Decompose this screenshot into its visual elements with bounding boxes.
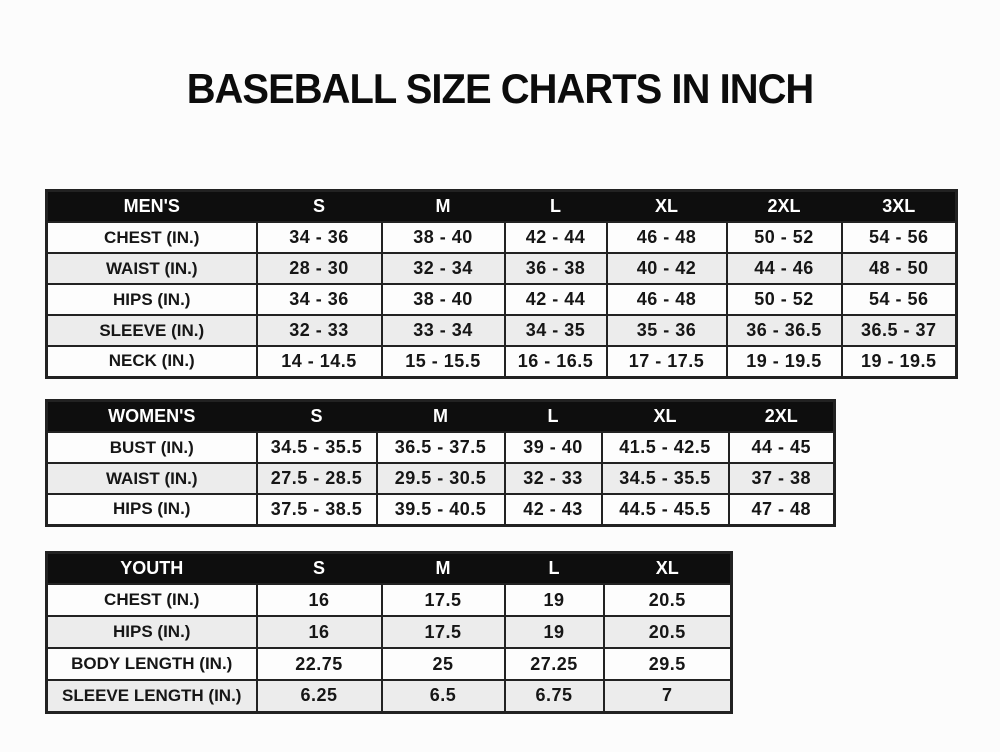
- size-value: 42 - 43: [505, 494, 602, 525]
- measurement-label: WAIST (IN.): [47, 253, 257, 284]
- measurement-label: CHEST (IN.): [47, 584, 257, 616]
- size-header-cell: L: [505, 401, 602, 433]
- measurement-label: BODY LENGTH (IN.): [47, 648, 257, 680]
- size-header-cell: 3XL: [842, 191, 957, 223]
- size-value: 36.5 - 37: [842, 315, 957, 346]
- size-value: 22.75: [257, 648, 382, 680]
- measurement-row: [47, 648, 732, 680]
- header-row: [47, 553, 732, 585]
- table-title-cell: MEN'S: [47, 191, 257, 223]
- size-value: 36.5 - 37.5: [377, 432, 505, 463]
- measurement-label: BUST (IN.): [47, 432, 257, 463]
- size-value: 19: [505, 616, 604, 648]
- size-value: 48 - 50: [842, 253, 957, 284]
- measurement-label: WAIST (IN.): [47, 463, 257, 494]
- size-value: 27.25: [505, 648, 604, 680]
- size-value: 20.5: [604, 616, 732, 648]
- measurement-row: [47, 284, 957, 315]
- measurement-row: [47, 253, 957, 284]
- size-value: 34 - 36: [257, 222, 382, 253]
- size-header-cell: M: [377, 401, 505, 433]
- measurement-label: CHEST (IN.): [47, 222, 257, 253]
- measurement-label: NECK (IN.): [47, 346, 257, 377]
- size-value: 39.5 - 40.5: [377, 494, 505, 525]
- size-header-cell: XL: [607, 191, 727, 223]
- size-value: 17.5: [382, 584, 505, 616]
- measurement-row: [47, 346, 957, 377]
- size-value: 34.5 - 35.5: [257, 432, 377, 463]
- size-header-cell: XL: [602, 401, 729, 433]
- size-value: 7: [604, 680, 732, 712]
- size-value: 16: [257, 616, 382, 648]
- measurement-row: [47, 680, 732, 712]
- size-value: 40 - 42: [607, 253, 727, 284]
- size-value: 25: [382, 648, 505, 680]
- measurement-label: HIPS (IN.): [47, 494, 257, 525]
- size-value: 32 - 33: [505, 463, 602, 494]
- size-header-cell: M: [382, 553, 505, 585]
- size-value: 44.5 - 45.5: [602, 494, 729, 525]
- size-value: 14 - 14.5: [257, 346, 382, 377]
- measurement-row: [47, 616, 732, 648]
- size-value: 6.5: [382, 680, 505, 712]
- size-value: 6.75: [505, 680, 604, 712]
- size-value: 44 - 45: [729, 432, 835, 463]
- size-header-cell: M: [382, 191, 505, 223]
- size-header-cell: 2XL: [727, 191, 842, 223]
- size-value: 35 - 36: [607, 315, 727, 346]
- size-value: 19 - 19.5: [727, 346, 842, 377]
- header-row: [47, 401, 835, 433]
- size-value: 54 - 56: [842, 284, 957, 315]
- size-value: 54 - 56: [842, 222, 957, 253]
- size-value: 42 - 44: [505, 222, 607, 253]
- size-value: 44 - 46: [727, 253, 842, 284]
- size-value: 6.25: [257, 680, 382, 712]
- size-header-cell: XL: [604, 553, 732, 585]
- size-value: 50 - 52: [727, 284, 842, 315]
- size-value: 36 - 36.5: [727, 315, 842, 346]
- measurement-row: [47, 315, 957, 346]
- measurement-row: [47, 432, 835, 463]
- size-header-cell: 2XL: [729, 401, 835, 433]
- size-value: 46 - 48: [607, 222, 727, 253]
- measurement-row: [47, 494, 835, 525]
- header-row: [47, 191, 957, 223]
- size-value: 50 - 52: [727, 222, 842, 253]
- size-value: 17 - 17.5: [607, 346, 727, 377]
- size-header-cell: L: [505, 191, 607, 223]
- size-value: 19 - 19.5: [842, 346, 957, 377]
- size-header-cell: S: [257, 191, 382, 223]
- mens-size-table: [45, 189, 958, 379]
- size-value: 41.5 - 42.5: [602, 432, 729, 463]
- size-value: 33 - 34: [382, 315, 505, 346]
- measurement-label: HIPS (IN.): [47, 616, 257, 648]
- size-value: 42 - 44: [505, 284, 607, 315]
- measurement-row: [47, 222, 957, 253]
- size-header-cell: S: [257, 401, 377, 433]
- size-value: 32 - 34: [382, 253, 505, 284]
- measurement-label: SLEEVE (IN.): [47, 315, 257, 346]
- measurement-row: [47, 584, 732, 616]
- size-value: 38 - 40: [382, 284, 505, 315]
- size-value: 38 - 40: [382, 222, 505, 253]
- measurement-label: SLEEVE LENGTH (IN.): [47, 680, 257, 712]
- size-header-cell: L: [505, 553, 604, 585]
- table-title-cell: WOMEN'S: [47, 401, 257, 433]
- size-value: 27.5 - 28.5: [257, 463, 377, 494]
- size-value: 46 - 48: [607, 284, 727, 315]
- size-value: 47 - 48: [729, 494, 835, 525]
- youth-size-table: [45, 551, 733, 714]
- size-value: 39 - 40: [505, 432, 602, 463]
- measurement-label: HIPS (IN.): [47, 284, 257, 315]
- table-title-cell: YOUTH: [47, 553, 257, 585]
- size-value: 37 - 38: [729, 463, 835, 494]
- womens-size-table: [45, 399, 836, 527]
- size-value: 16 - 16.5: [505, 346, 607, 377]
- size-value: 34 - 36: [257, 284, 382, 315]
- size-value: 29.5 - 30.5: [377, 463, 505, 494]
- size-value: 20.5: [604, 584, 732, 616]
- size-value: 29.5: [604, 648, 732, 680]
- size-value: 17.5: [382, 616, 505, 648]
- page-title: BASEBALL SIZE CHARTS IN INCH: [186, 65, 814, 112]
- size-value: 15 - 15.5: [382, 346, 505, 377]
- size-value: 19: [505, 584, 604, 616]
- size-value: 32 - 33: [257, 315, 382, 346]
- size-header-cell: S: [257, 553, 382, 585]
- size-value: 36 - 38: [505, 253, 607, 284]
- size-value: 37.5 - 38.5: [257, 494, 377, 525]
- size-value: 34.5 - 35.5: [602, 463, 729, 494]
- measurement-row: [47, 463, 835, 494]
- size-value: 16: [257, 584, 382, 616]
- size-value: 34 - 35: [505, 315, 607, 346]
- size-value: 28 - 30: [257, 253, 382, 284]
